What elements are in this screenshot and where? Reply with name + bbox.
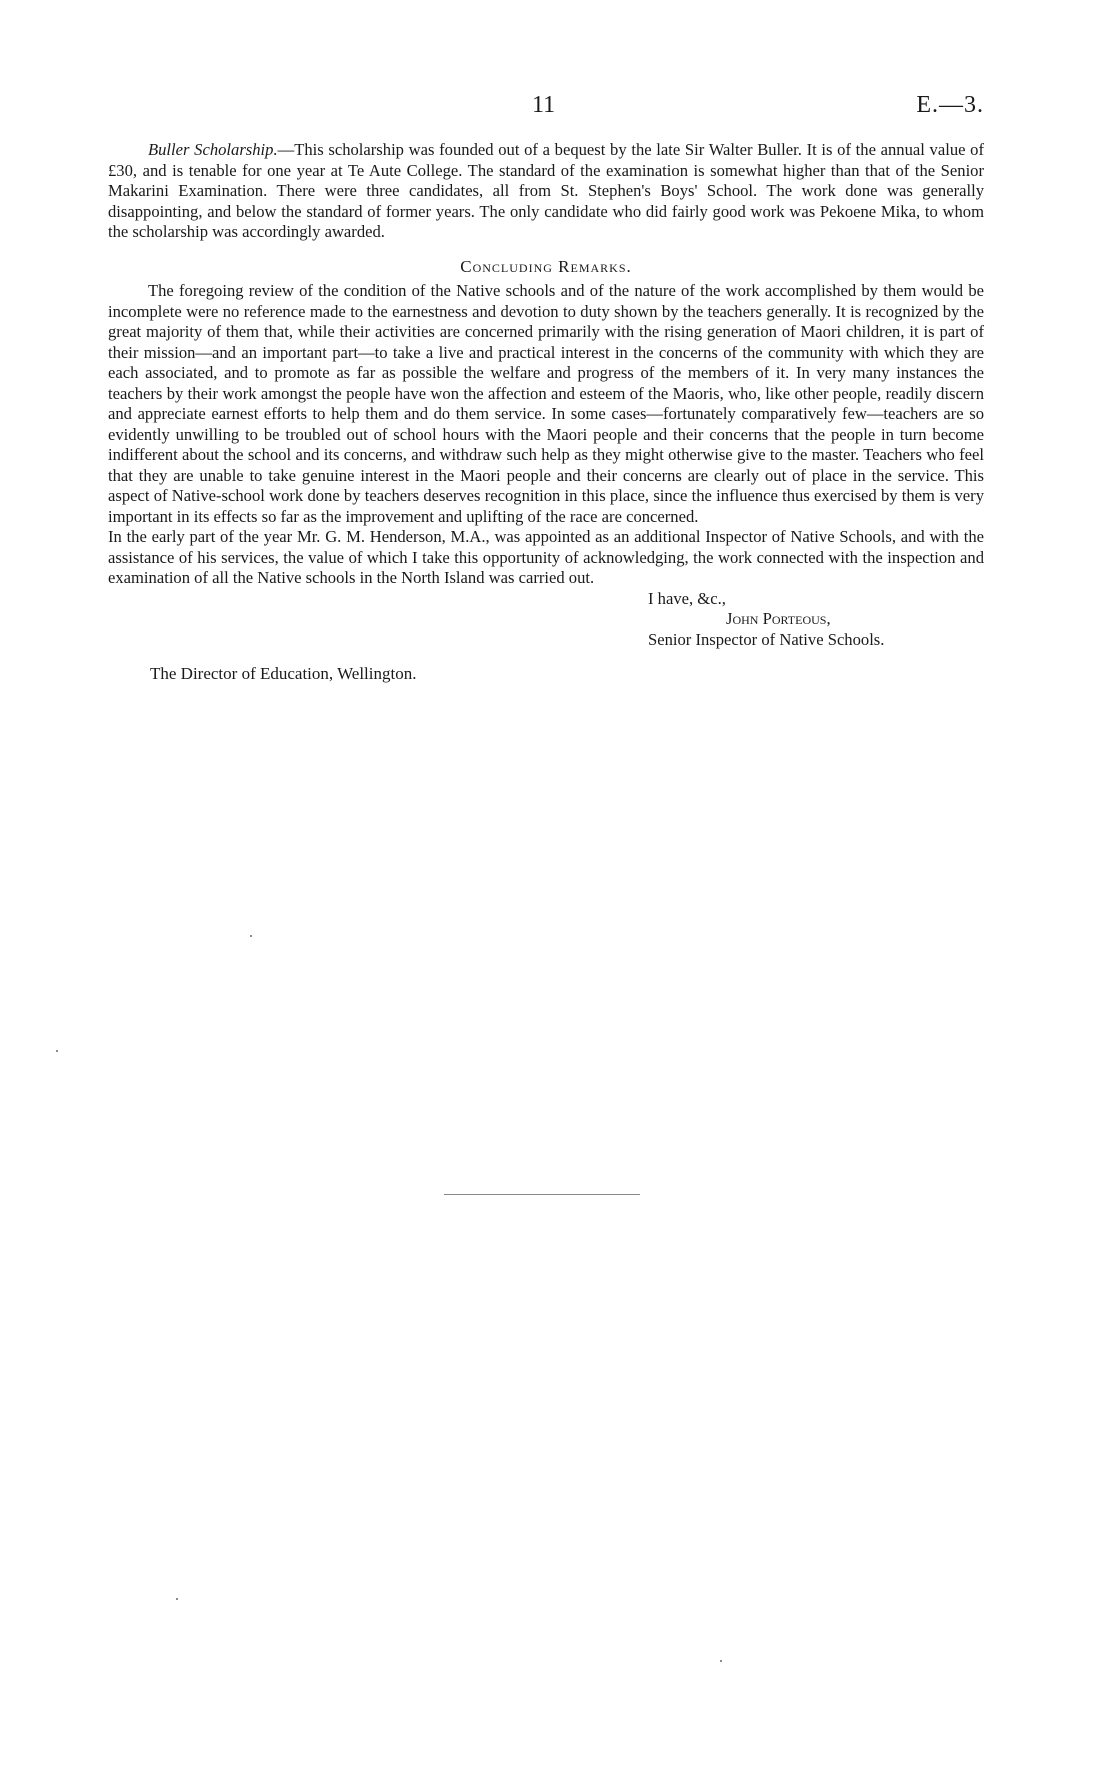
concluding-paragraph-2-text: In the early part of the year Mr. G. M. Henderson, M.A., was appointed as an additional Inspector of Native Schools, and with the assistance of his services, the value of which I take this opportunity of acknowledging, the work connected with the inspection and examination of all the Native schools in the North Island was carried out.	[108, 527, 984, 587]
closing-salutation: I have, &c.,	[648, 588, 726, 608]
section-heading: Concluding Remarks.	[460, 256, 632, 276]
buller-scholarship-paragraph	[108, 140, 984, 243]
document-body	[108, 140, 984, 685]
scan-speck	[720, 1660, 722, 1662]
scan-speck	[176, 1598, 178, 1600]
concluding-paragraph-1: The foregoing review of the condition of the Native schools and of the nature of the work accomplished by them would be incomplete were no reference made to the earnestness and devotion to duty shown by the teachers generally. It is recognized by the great majority of them that, while their activities are concerned primarily with the rising generation of Maori children, it is part of their mission—and an important part—to take a live and practical interest in the concerns of the community with which they are each associated, and to promote as far as possible the welfare and progress of the members of it. In very many instances the teachers by their work amongst the people have won the affection and esteem of the Maoris, who, like other people, readily discern and appreciate earnest efforts to help them and do them service. In some cases—fortunately comparatively few—teachers are so evidently unwilling to be troubled out of school hours with the Maori people and their concerns that the people in turn become indifferent about the school and its concerns, and withdraw such help as they might otherwise give to the master. Teachers who feel that they are unable to take genuine interest in the Maori people and their concerns are clearly out of place in the service. This aspect of Native-school work done by teachers deserves recognition in this place, since the influence thus exercised by them is very important in its effects so far as the improvement and uplifting of the race are concerned.	[108, 281, 984, 526]
buller-scholarship-lead: Buller Scholarship.	[148, 140, 278, 159]
page-header	[108, 92, 984, 126]
signature-name: John Porteous,	[726, 609, 831, 628]
buller-scholarship-text: —This scholarship was founded out of a bequest by the late Sir Walter Buller. It is of the annual value of £30, and is tenable for one year at Te Aute College. The standard of the examination is somewhat higher than that of the Senior Makarini Examination. There were three candidates, all from St. Stephen's Boys' School. The work done was generally disappointing, and below the standard of former years. The only candidate who did fairly good work was Pekoene Mika, to whom the scholarship was accordingly awarded.	[108, 140, 985, 241]
scan-speck	[250, 935, 252, 937]
scan-speck	[56, 1050, 58, 1052]
page-number: 11	[532, 92, 556, 118]
addressee: The Director of Education, Wellington.	[150, 664, 417, 683]
signature-title: Senior Inspector of Native Schools.	[648, 629, 885, 649]
concluding-paragraph-2	[108, 527, 984, 589]
document-reference: E.—3.	[916, 92, 984, 118]
section-divider	[444, 1194, 640, 1195]
